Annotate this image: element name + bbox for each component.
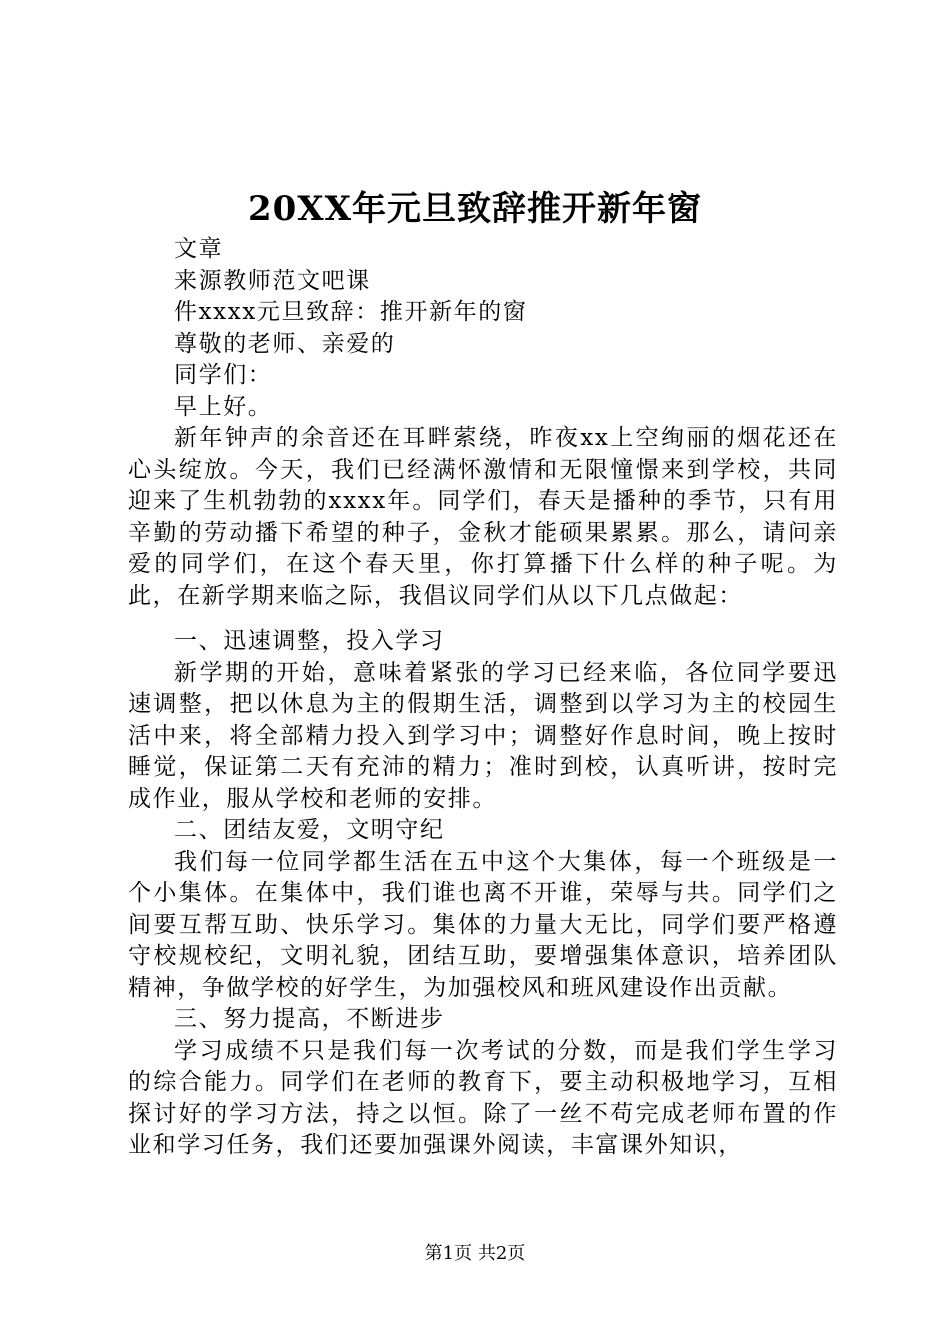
section-heading: 三、努力提高，不断进步 [174,1006,445,1032]
page-footer: 第1页 共2页 [424,1243,526,1264]
section-heading: 二、团结友爱，文明守纪 [174,817,445,843]
meta-line: 同学们： [174,362,273,388]
meta-line: 来源教师范文吧课 [174,267,371,294]
section-heading: 一、迅速调整，投入学习 [174,628,445,654]
section-paragraph: 学习成绩不只是我们每一次考试的分数，而是我们学生学习的综合能力。同学们在老师的教育下，要主动积极地学习，互相探讨好的学习方法，持之以恒。除了一丝不苟完成老师布置的作业和学习任务，我们还要加强课外阅读，丰富课外知识， [128,1037,838,1158]
intro-paragraph: 新年钟声的余音还在耳畔萦绕，昨夜xx上空绚丽的烟花还在心头绽放。今天，我们已经满怀激情和无限憧憬来到学校，共同迎来了生机勃勃的xxxx年。同学们，春天是播种的季节，只有用辛勤的劳动播下希望的种子，金秋才能硕果累累。那么，请问亲爱的同学们，在这个春天里，你打算播下什么样的种子呢。为此，在新学期来临之际，我倡议同学们从以下几点做起： [128,425,838,609]
greeting-line: 早上好。 [174,393,273,420]
meta-line: 件xxxx元旦致辞：推开新年的窗 [174,299,528,325]
meta-line: 尊敬的老师、亲爱的 [174,330,396,357]
section-paragraph: 新学期的开始，意味着紧张的学习已经来临，各位同学要迅速调整，把以休息为主的假期生活，调整到以学习为主的校园生活中来，将全部精力投入到学习中；调整好作息时间，晚上按时睡觉，保证第二天有充沛的精力；准时到校，认真听讲，按时完成作业，服从学校和老师的安排。 [128,659,838,812]
paragraph-gap [128,612,838,626]
document-body [128,234,838,1162]
document-title: 20XX年元旦致辞推开新年窗 [247,189,703,229]
meta-line: 文章 [174,236,224,262]
section-paragraph: 我们每一位同学都生活在五中这个大集体，每一个班级是一个小集体。在集体中，我们谁也离不开谁，荣辱与共。同学们之间要互帮互助、快乐学习。集体的力量大无比，同学们要严格遵守校规校纪，文明礼貌，团结互助，要增强集体意识，培养团队精神，争做学校的好学生，为加强校风和班风建设作出贡献。 [128,848,838,1001]
